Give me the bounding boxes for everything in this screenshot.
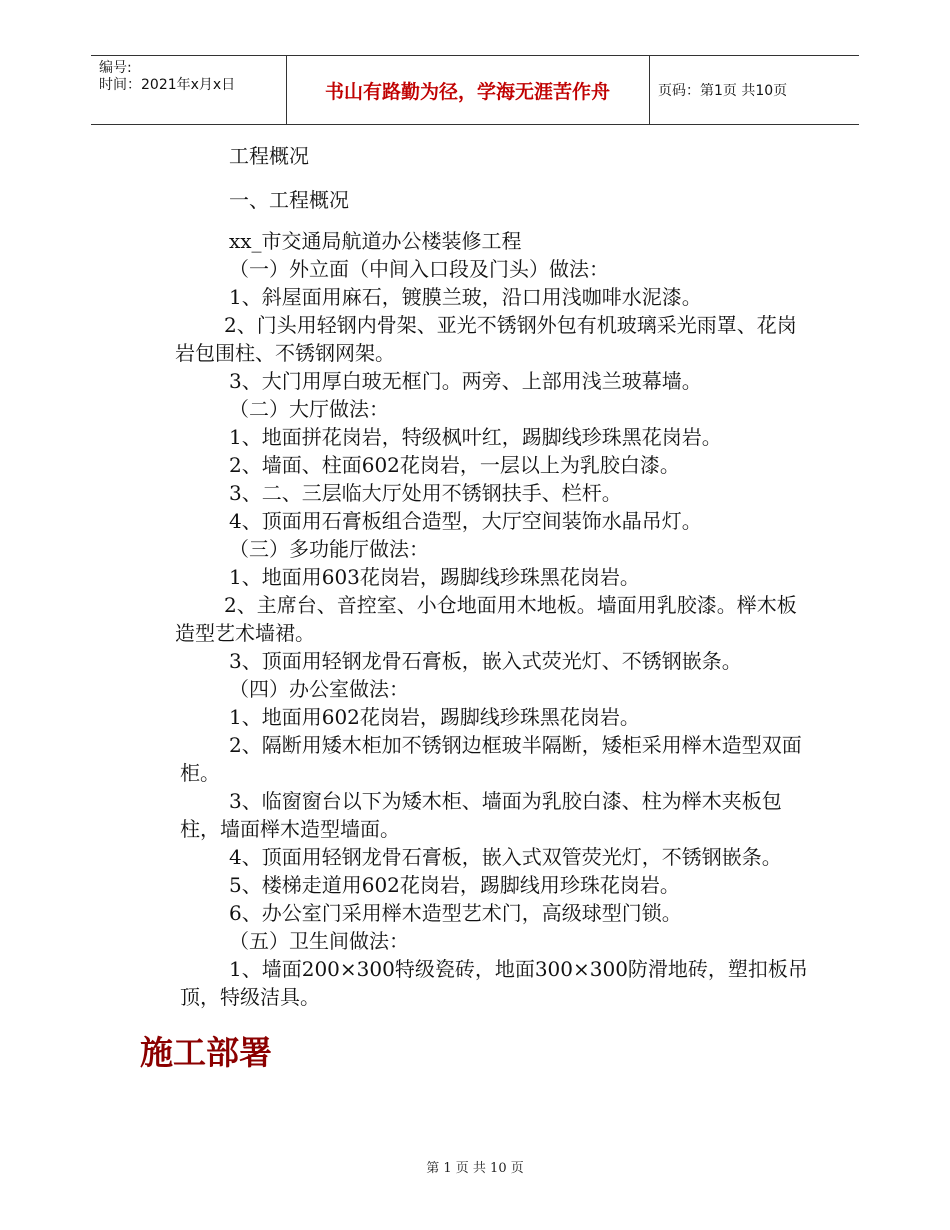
paragraph: 3、大门用厚白玻无框门。两旁、上部用浅兰玻幕墙。 (229, 369, 702, 393)
paragraph: 2、隔断用矮木柜加不锈钢边框玻半隔断，矮柜采用榉木造型双面柜。 (180, 733, 802, 785)
paragraph: xx_市交通局航道办公楼装修工程 (229, 229, 522, 253)
document-body (175, 142, 808, 1011)
subheading: （一）外立面（中间入口段及门头）做法： (229, 257, 609, 281)
section-heading: 一、工程概况 (229, 188, 349, 212)
paragraph: 3、顶面用轻钢龙骨石膏板，嵌入式荧光灯、不锈钢嵌条。 (229, 649, 742, 673)
document-header (91, 55, 859, 125)
header-page-info: 页码：第1页 共10页 (658, 83, 788, 99)
number-label: 编号: (99, 60, 132, 76)
paragraph: 2、主席台、音控室、小仓地面用木地板。墙面用乳胶漆。榉木板造型艺术墙裙。 (175, 593, 797, 645)
paragraph: 5、楼梯走道用602花岗岩，踢脚线用珍珠花岗岩。 (229, 873, 680, 897)
subheading: （二）大厅做法： (229, 397, 389, 421)
document-title: 工程概况 (229, 144, 309, 168)
header-divider (649, 56, 650, 124)
paragraph: 1、地面拼花岗岩，特级枫叶红，踢脚线珍珠黑花岗岩。 (229, 425, 722, 449)
header-meta (99, 60, 235, 94)
paragraph: 1、墙面200×300特级瓷砖，地面300×300防滑地砖，塑扣板吊顶，特级洁具。 (180, 957, 808, 1009)
section-title: 施工部署 (140, 1033, 272, 1072)
subheading: （五）卫生间做法： (229, 929, 409, 953)
paragraph: 3、二、三层临大厅处用不锈钢扶手、栏杆。 (229, 481, 622, 505)
paragraph: 1、地面用603花岗岩，踢脚线珍珠黑花岗岩。 (229, 565, 640, 589)
paragraph: 2、墙面、柱面602花岗岩，一层以上为乳胶白漆。 (229, 453, 680, 477)
time-label: 时间：2021年x月x日 (99, 77, 236, 93)
header-motto: 书山有路勤为径，学海无涯苦作舟 (324, 80, 610, 103)
subheading: （三）多功能厅做法： (229, 537, 429, 561)
paragraph: 6、办公室门采用榉木造型艺术门，高级球型门锁。 (229, 901, 682, 925)
page-footer: 第 1 页 共 10 页 (426, 1161, 524, 1176)
subheading: （四）办公室做法： (229, 677, 409, 701)
paragraph: 3、临窗窗台以下为矮木柜、墙面为乳胶白漆、柱为榉木夹板包柱，墙面榉木造型墙面。 (180, 789, 782, 841)
paragraph: 4、顶面用石膏板组合造型，大厅空间装饰水晶吊灯。 (229, 509, 702, 533)
paragraph: 1、斜屋面用麻石，镀膜兰玻，沿口用浅咖啡水泥漆。 (229, 285, 702, 309)
paragraph: 1、地面用602花岗岩，踢脚线珍珠黑花岗岩。 (229, 705, 640, 729)
paragraph: 2、门头用轻钢内骨架、亚光不锈钢外包有机玻璃采光雨罩、花岗岩包围柱、不锈钢网架。 (175, 313, 797, 365)
paragraph: 4、顶面用轻钢龙骨石膏板，嵌入式双管荧光灯，不锈钢嵌条。 (229, 845, 782, 869)
